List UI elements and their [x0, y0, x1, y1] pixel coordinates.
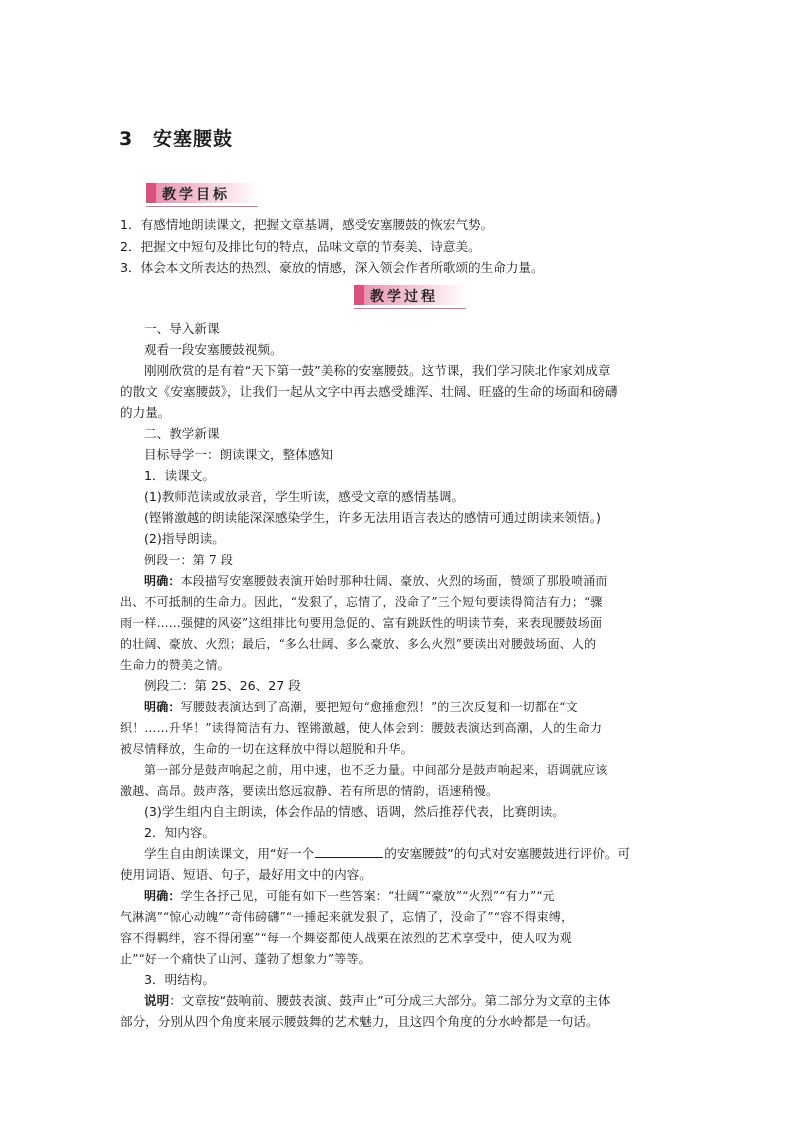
- paragraph-line: 气淋漓”“惊心动魄”“奇伟磅礴”“一捶起来就发狠了，忘情了，没命了”“容不得束缚，: [120, 910, 574, 924]
- paragraph-line: 观看一段安塞腰鼓视频。: [144, 342, 283, 357]
- fill-in-blank: [315, 846, 383, 858]
- goal-item: 3．体会本文所表达的热烈、豪放的情感，深入领会作者所歌颂的生命力量。: [120, 260, 544, 275]
- paragraph-line: (2)指导朗读。: [144, 531, 225, 546]
- paragraph-line: 部分，分别从四个角度来展示腰鼓舞的艺术魅力，且这四个角度的分水岭都是一句话。: [120, 1014, 599, 1029]
- goal-item: 2．把握文中短句及排比句的特点，品味文章的节奏美、诗意美。: [120, 239, 481, 254]
- paragraph-line: 止”“好一个痛快了山河、蓬勃了想象力”等等。: [120, 952, 371, 966]
- paragraph-line: 第一部分是鼓声响起之前，用中速，也不乏力量。中间部分是鼓声响起来，语调就应该: [144, 763, 608, 777]
- teaching-process-badge: [354, 285, 466, 309]
- lesson-title: [119, 124, 233, 151]
- label: 明确：: [144, 700, 181, 714]
- teaching-process-heading: 教学过程: [370, 289, 438, 305]
- label: 明确：: [144, 574, 181, 588]
- paragraph-line: 激越、高昂。鼓声落，要读出悠远寂静、若有所思的情韵，语速稍慢。: [120, 784, 499, 798]
- teaching-goals-heading: 教学目标: [162, 187, 230, 203]
- label: 明确：: [144, 889, 181, 903]
- paragraph-line: 生命力的赞美之情。: [120, 658, 230, 672]
- paragraph-line: 1．读课文。: [144, 468, 215, 483]
- paragraph-line: 使用词语、短语、句子，最好用文中的内容。: [120, 867, 372, 882]
- badge-flag-icon: [354, 285, 364, 305]
- lesson-title-text: 安塞腰鼓: [153, 128, 234, 150]
- section-heading: 二、教学新课: [144, 426, 220, 441]
- paragraph-line: 明确：本段描写安塞腰鼓表演开始时那种壮阔、豪放、火烈的场面，赞颂了那股喷涌而: [144, 574, 608, 588]
- lesson-number: 3: [119, 128, 134, 150]
- badge-flag-icon: [146, 183, 156, 203]
- teaching-goals-badge: [146, 183, 258, 207]
- paragraph-line: 明确：学生各抒己见，可能有如下一些答案：“壮阔”“豪放”“火烈”“有力”“元: [144, 889, 555, 903]
- paragraph-line: 说明：文章按“鼓响前、腰鼓表演、鼓声止”可分成三大部分。第二部分为文章的主体: [144, 993, 611, 1008]
- paragraph-line: 容不得羁绊，容不得闭塞”“每一个舞姿都使人战栗在浓烈的艺术享受中，使人叹为观: [120, 931, 572, 945]
- paragraph-line: 2．知内容。: [144, 825, 215, 840]
- paragraph-line: 例段一：第 7 段: [144, 553, 234, 567]
- paragraph-line: 的力量。: [120, 405, 171, 420]
- paragraph-line: 3．明结构。: [144, 972, 215, 987]
- paragraph-line: 织！……升华！”读得简洁有力、铿锵激越，使人体会到：腰鼓表演达到高潮，人的生命力: [120, 721, 603, 735]
- goal-item: 1．有感情地朗读课文，把握文章基调，感受安塞腰鼓的恢宏气势。: [120, 217, 494, 232]
- paragraph-line: 的壮阔、豪放、火烈；最后，“多么壮阔、多么豪放、多么火烈”要读出对腰鼓场面、人的: [120, 637, 597, 651]
- paragraph-line: 例段二：第 25、26、27 段: [144, 678, 301, 693]
- paragraph-line: 刚刚欣赏的是有着“天下第一鼓”美称的安塞腰鼓。这节课，我们学习陕北作家刘成章: [144, 363, 611, 378]
- subheading: 目标导学一：朗读课文，整体感知: [144, 447, 333, 462]
- paragraph-line: 被尽情释放，生命的一切在这释放中得以超脱和升华。: [120, 742, 413, 756]
- section-heading: 一、导入新课: [144, 321, 220, 336]
- paragraph-line: 明确：写腰鼓表演达到了高潮，要把短句“愈捶愈烈！”的三次反复和一切都在“文: [144, 700, 578, 714]
- paragraph-line: 雨一样……强健的风姿”这组排比句要用急促的、富有跳跃性的明读节奏，来表现腰鼓场面: [120, 616, 603, 630]
- paragraph-line: (1)教师范读或放录音，学生听读，感受文章的感情基调。: [144, 489, 465, 504]
- paragraph-line: (铿锵激越的朗读能深深感染学生，许多无法用语言表达的感情可通过朗读来领悟。): [144, 510, 601, 525]
- paragraph-line: 的散文《安塞腰鼓》，让我们一起从文字中再去感受雄浑、壮阔、旺盛的生命的场面和磅礴: [120, 384, 618, 399]
- paragraph-line: (3)学生组内自主朗读，体会作品的情感、语调，然后推荐代表，比赛朗读。: [144, 804, 565, 819]
- label: 说明: [144, 993, 170, 1008]
- paragraph-line: 学生自由朗读课文，用“好一个 的安塞腰鼓”的句式对安塞腰鼓进行评价。可: [144, 846, 631, 861]
- paragraph-line: 出、不可抵制的生命力。因此，“发狠了，忘情了，没命了”三个短句要读得简洁有力；“骤: [120, 595, 603, 609]
